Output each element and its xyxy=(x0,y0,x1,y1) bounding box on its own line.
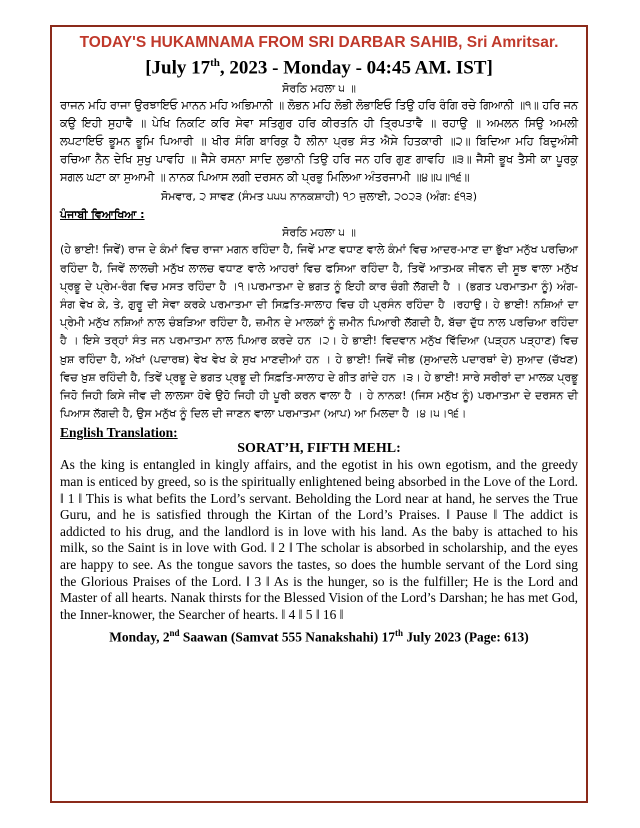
shabad-text: ਰਾਜਨ ਮਹਿ ਰਾਜਾ ਉਰਝਾਇਓ ਮਾਨਨ ਮਹਿ ਅਭਿਮਾਨੀ ॥ ਲੋਭਨ ਮਹਿ ਲੋਭੀ ਲੋਭਾਇਓ ਤਿਉ ਹਰਿ ਰੰਗਿ ਰਚੇ ਗਿਆਨੀ ॥੧॥ ਹਰਿ ਜਨ ਕਉ ਇਹੀ ਸੁਹਾਵੈ ॥ ਪੇਖਿ ਨਿਕਟਿ ਕਰਿ ਸੇਵਾ ਸਤਿਗੁਰ ਹਰਿ ਕੀਰਤਨਿ ਹੀ ਤ੍ਰਿਪਤਾਵੈ ॥ ਰਹਾਉ ॥ ਅਮਲਨ ਸਿਉ ਅਮਲੀ ਲਪਟਾਇਓ ਭੂਮਨ ਭੂਮਿ ਪਿਆਰੀ ॥ ਖੀਰ ਸੰਗਿ ਬਾਰਿਕੁ ਹੈ ਲੀਨਾ ਪ੍ਰਭ ਸੰਤ ਐਸੇ ਹਿਤਕਾਰੀ ॥੨॥ ਬਿਦਿਆ ਮਹਿ ਬਿਦੁਅੰਸੀ ਰਚਿਆ ਨੈਨ ਦੇਖਿ ਸੁਖੁ ਪਾਵਹਿ ॥ ਜੈਸੇ ਰਸਨਾ ਸਾਦਿ ਲੁਭਾਨੀ ਤਿਉ ਹਰਿ ਜਨ ਹਰਿ ਗੁਣ ਗਾਵਹਿ ॥੩॥ ਜੈਸੀ ਭੂਖ ਤੈਸੀ ਕਾ ਪੂਰਕੁ ਸਗਲ ਘਟਾ ਕਾ ਸੁਆਮੀ ॥ ਨਾਨਕ ਪਿਆਸ ਲਗੀ ਦਰਸਨ ਕੀ ਪ੍ਰਭੁ ਮਿਲਿਆ ਅੰਤਰਜਾਮੀ ॥੪॥੫॥੧੬॥ xyxy=(60,99,578,185)
date-superscript: th xyxy=(210,57,220,69)
date-suffix: , 2023 - Monday - 04:45 AM. IST] xyxy=(219,57,493,79)
footer-superscript-1: nd xyxy=(169,628,180,639)
footer-middle: Saawan (Samvat 555 Nanakshahi) 17 xyxy=(179,629,395,645)
page-border xyxy=(50,25,588,803)
english-heading: SORAT’H, FIFTH MEHL: xyxy=(237,441,401,457)
english-translation-text: As the king is entangled in kingly affairs, and the egotist in his own egotism, and the greedy man is enticed by greed, so is the spiritually enlightened being absorbed in the Love of the Lord. ‖ 1 ‖ This is what befits the Lord’s servant. Beholding the Lord near at hand, he serves the True Guru, and he is satisfied through the Kirtan of the Lord’s Praises. ‖ Pause ‖ The addict is addicted to his drug, and the landlord is in love with his land. As the baby is attached to his milk, so the Saint is in love with God. ‖ 2 ‖ The scholar is absorbed in scholarship, and the eyes are happy to see. As the tongue savors the tastes, so does the humble servant of the Lord sing the Glorious Praises of the Lord. ‖ 3 ‖ As is the hunger, so is the fulfiller; He is the Lord and Master of all hearts. Nanak thirsts for the Blessed Vision of the Lord’s Darshan; he has met God, the Inner-knower, the Searcher of hearts. ‖ 4 ‖ 5 ‖ 16 ‖ xyxy=(60,457,578,622)
page-title: TODAY'S HUKAMNAMA FROM SRI DARBAR SAHIB, Sri Amritsar. xyxy=(79,34,559,51)
footer-date-line xyxy=(60,624,578,646)
vyakhya-heading: ਸੋਰਠਿ ਮਹਲਾ ੫ ॥ xyxy=(282,226,356,240)
english-translation-label: English Translation: xyxy=(60,425,178,441)
gurmukhi-dateline: ਸੋਮਵਾਰ, ੨ ਸਾਵਣ (ਸੰਮਤ ੫੫੫ ਨਾਨਕਸ਼ਾਹੀ) ੧੭ ਜੁਲਾਈ, ੨੦੨੩ (ਅੰਗ: ੬੧੩) xyxy=(160,190,478,204)
footer-prefix: Monday, 2 xyxy=(109,629,170,645)
footer-suffix: July 2023 (Page: 613) xyxy=(403,629,529,645)
footer-superscript-2: th xyxy=(394,628,403,639)
date-line xyxy=(60,52,578,79)
punjabi-vyakhya-label: ਪੰਜਾਬੀ ਵਿਆਖਿਆ : xyxy=(60,208,145,222)
shabad-heading: ਸੋਰਠਿ ਮਹਲਾ ੫ ॥ xyxy=(282,82,356,96)
page-content xyxy=(60,33,578,795)
vyakhya-text: (ਹੇ ਭਾਈ! ਜਿਵੇਂ) ਰਾਜ ਦੇ ਕੰਮਾਂ ਵਿਚ ਰਾਜਾ ਮਗਨ ਰਹਿੰਦਾ ਹੈ, ਜਿਵੇਂ ਮਾਣ ਵਧਾਣ ਵਾਲੇ ਕੰਮਾਂ ਵਿਚ ਆਦਰ-ਮਾਣ ਦਾ ਭੁੱਖਾ ਮਨੁੱਖ ਪਰਚਿਆ ਰਹਿੰਦਾ ਹੈ, ਜਿਵੇਂ ਲਾਲਚੀ ਮਨੁੱਖ ਲਾਲਚ ਵਧਾਣ ਵਾਲੇ ਆਹਰਾਂ ਵਿਚ ਫਸਿਆ ਰਹਿੰਦਾ ਹੈ, ਤਿਵੇਂ ਆਤਮਕ ਜੀਵਨ ਦੀ ਸੂਝ ਵਾਲਾ ਮਨੁੱਖ ਪ੍ਰਭੂ ਦੇ ਪ੍ਰੇਮ-ਰੰਗ ਵਿਚ ਮਸਤ ਰਹਿੰਦਾ ਹੈ ।੧।ਪਰਮਾਤਮਾ ਦੇ ਭਗਤ ਨੂੰ ਇਹੀ ਕਾਰ ਚੰਗੀ ਲੱਗਦੀ ਹੈ । (ਭਗਤ ਪਰਮਾਤਮਾ ਨੂੰ) ਅੰਗ-ਸੰਗ ਵੇਖ ਕੇ, ਤੇ, ਗੁਰੂ ਦੀ ਸੇਵਾ ਕਰਕੇ ਪਰਮਾਤਮਾ ਦੀ ਸਿਫ਼ਤਿ-ਸਾਲਾਹ ਵਿਚ ਹੀ ਪ੍ਰਸੰਨ ਰਹਿੰਦਾ ਹੈ ।ਰਹਾਉ। ਹੇ ਭਾਈ! ਨਸ਼ਿਆਂ ਦਾ ਪ੍ਰੇਮੀ ਮਨੁੱਖ ਨਸ਼ਿਆਂ ਨਾਲ ਚੰਬੜਿਆ ਰਹਿੰਦਾ ਹੈ, ਜ਼ਮੀਨ ਦੇ ਮਾਲਕਾਂ ਨੂੰ ਜ਼ਮੀਨ ਪਿਆਰੀ ਲੱਗਦੀ ਹੈ, ਬੱਚਾ ਦੁੱਧ ਨਾਲ ਪਰਚਿਆ ਰਹਿੰਦਾ ਹੈ । ਇਸੇ ਤਰ੍ਹਾਂ ਸੰਤ ਜਨ ਪਰਮਾਤਮਾ ਨਾਲ ਪਿਆਰ ਕਰਦੇ ਹਨ ।੨। ਹੇ ਭਾਈ! ਵਿਦਵਾਨ ਮਨੁੱਖ ਵਿੱਦਿਆ (ਪੜ੍ਹਨ ਪੜ੍ਹਾਣ) ਵਿਚ ਖ਼ੁਸ਼ ਰਹਿੰਦਾ ਹੈ, ਅੱਖਾਂ (ਪਦਾਰਥ) ਵੇਖ ਵੇਖ ਕੇ ਸੁਖ ਮਾਣਦੀਆਂ ਹਨ । ਹੇ ਭਾਈ! ਜਿਵੇਂ ਜੀਭ (ਸੁਆਦਲੇ ਪਦਾਰਥਾਂ ਦੇ) ਸੁਆਦ (ਚੱਖਣ) ਵਿਚ ਖ਼ੁਸ਼ ਰਹਿੰਦੀ ਹੈ, ਤਿਵੇਂ ਪ੍ਰਭੂ ਦੇ ਭਗਤ ਪ੍ਰਭੂ ਦੀ ਸਿਫ਼ਤਿ-ਸਾਲਾਹ ਦੇ ਗੀਤ ਗਾਂਦੇ ਹਨ ।੩। ਹੇ ਭਾਈ! ਸਾਰੇ ਸਰੀਰਾਂ ਦਾ ਮਾਲਕ ਪ੍ਰਭੂ ਜਿਹੋ ਜਿਹੀ ਕਿਸੇ ਜੀਵ ਦੀ ਲਾਲਸਾ ਹੋਵੇ ਉਹੋ ਜਿਹੀ ਹੀ ਪੂਰੀ ਕਰਨ ਵਾਲਾ ਹੈ । ਹੇ ਨਾਨਕ! (ਜਿਸ ਮਨੁੱਖ ਨੂੰ) ਪਰਮਾਤਮਾ ਦੇ ਦਰਸਨ ਦੀ ਪਿਆਸ ਲੱਗਦੀ ਹੈ, ਉਸ ਮਨੁੱਖ ਨੂੰ ਦਿਲ ਦੀ ਜਾਣਨ ਵਾਲਾ ਪਰਮਾਤਮਾ (ਆਪ) ਆ ਮਿਲਦਾ ਹੈ ।੪।੫।੧੬। xyxy=(60,243,578,421)
date-prefix: [July 17 xyxy=(145,57,211,79)
